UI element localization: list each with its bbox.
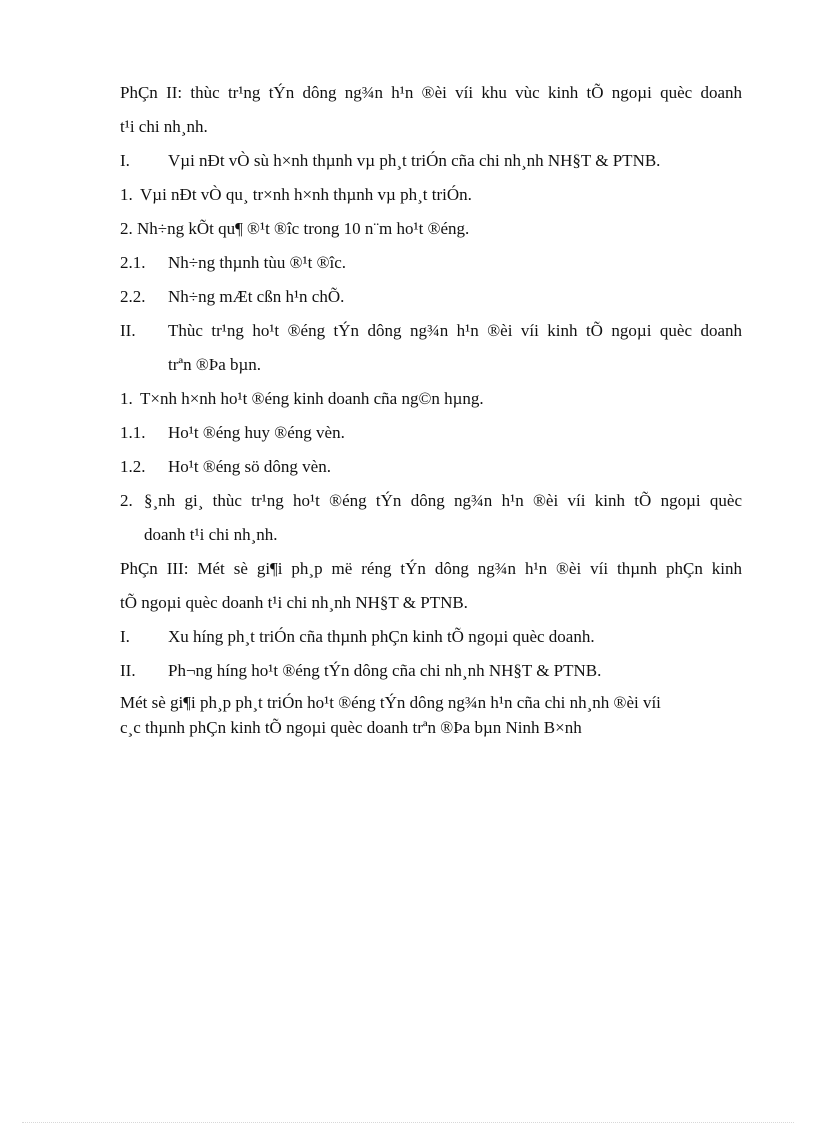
list-item <box>120 622 742 656</box>
document-page <box>120 78 742 740</box>
list-item <box>120 486 742 520</box>
list-marker: I. <box>120 627 130 646</box>
text-line: c¸c thµnh phÇn kinh tÕ ngoµi quèc doanh trªn ®Þa bµn Ninh B×nh <box>120 718 582 737</box>
text-line: t¹i chi nh¸nh. <box>120 117 208 136</box>
text-line: PhÇn II: thùc tr¹ng tÝn dông ng¾n h¹n ®èi víi khu vùc kinh tÕ ngoµi quèc doanh <box>120 83 742 102</box>
text-line: Mét sè gi¶i ph¸p ph¸t triÓn ho¹t ®éng tÝn dông ng¾n h¹n cña chi nh¸nh ®èi víi <box>120 693 661 712</box>
list-item <box>120 656 742 690</box>
list-marker: 1. <box>120 185 133 204</box>
list-marker: 2.2. <box>120 287 146 306</box>
list-marker: I. <box>120 151 130 170</box>
list-item-text: Thùc tr¹ng ho¹t ®éng tÝn dông ng¾n h¹n ®èi víi kinh tÕ ngoµi quèc doanh <box>168 321 742 340</box>
list-marker: 1.1. <box>120 423 146 442</box>
list-item-text: Vµi nÐt vÒ sù h×nh thµnh vµ ph¸t triÓn cña chi nh¸nh NH§T & PTNB. <box>168 151 661 170</box>
list-item <box>120 180 742 214</box>
list-item-text: Vµi nÐt vÒ qu¸ tr×nh h×nh thµnh vµ ph¸t triÓn. <box>140 185 472 204</box>
list-item <box>120 384 742 418</box>
list-item <box>120 146 742 180</box>
list-item-text: Ho¹t ®éng sö dông vèn. <box>168 457 331 476</box>
list-item-text: Nh÷ng mÆt cßn h¹n chÕ. <box>168 287 345 306</box>
list-item <box>120 248 742 282</box>
list-marker: II. <box>120 661 136 680</box>
list-marker: 2. <box>120 491 133 510</box>
list-item <box>120 316 742 350</box>
list-item-text: Nh÷ng thµnh tùu ®¹t ®îc. <box>168 253 347 272</box>
list-marker: 2.1. <box>120 253 146 272</box>
list-item-text: §¸nh gi¸ thùc tr¹ng ho¹t ®éng tÝn dông ng¾n h¹n ®èi víi kinh tÕ ngoµi quèc <box>144 491 742 510</box>
text-line: tÕ ngoµi quèc doanh t¹i chi nh¸nh NH§T & PTNB. <box>120 593 468 612</box>
text-line: PhÇn III: Mét sè gi¶i ph¸p më réng tÝn dông ng¾n h¹n ®èi víi thµnh phÇn kinh <box>120 559 742 578</box>
list-item-text: Ph¬ng híng ho¹t ®éng tÝn dông cña chi nh¸nh NH§T & PTNB. <box>168 661 602 680</box>
list-item <box>120 282 742 316</box>
list-item-text: Xu híng ph¸t triÓn cña thµnh phÇn kinh tÕ ngoµi quèc doanh. <box>168 627 595 646</box>
list-item-text: Ho¹t ®éng huy ®éng vèn. <box>168 423 345 442</box>
text-line: 2. Nh÷ng kÕt qu¶ ®¹t ®îc trong 10 n¨m ho¹t ®éng. <box>120 219 470 238</box>
list-item <box>120 418 742 452</box>
text-line: trªn ®Þa bµn. <box>168 355 262 374</box>
list-marker: 1. <box>120 389 133 408</box>
list-marker: 1.2. <box>120 457 146 476</box>
list-item-text: T×nh h×nh ho¹t ®éng kinh doanh cña ng©n hµng. <box>140 389 484 408</box>
text-line: doanh t¹i chi nh¸nh. <box>144 525 278 544</box>
list-marker: II. <box>120 321 136 340</box>
list-item <box>120 452 742 486</box>
